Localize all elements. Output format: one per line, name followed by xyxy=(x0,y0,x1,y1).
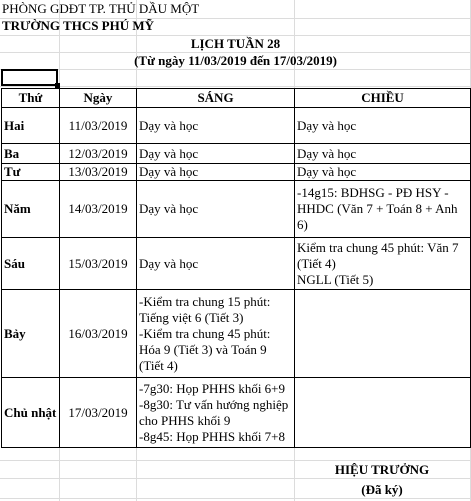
table-header-row xyxy=(2,89,471,108)
table-row xyxy=(2,164,471,181)
signed-note: (Đã ký) xyxy=(361,482,403,497)
day-cell[interactable]: Năm xyxy=(2,181,60,238)
date-cell[interactable]: 14/03/2019 xyxy=(60,181,137,238)
table-row xyxy=(2,290,471,378)
morning-line: Dạy và học xyxy=(139,164,199,179)
morning-cell[interactable] xyxy=(137,181,295,238)
morning-cell[interactable] xyxy=(137,144,295,164)
date-cell[interactable]: 12/03/2019 xyxy=(60,144,137,164)
afternoon-cell[interactable] xyxy=(295,290,471,378)
table-row xyxy=(2,238,471,290)
morning-line: -Kiểm tra chung 15 phút: xyxy=(139,293,271,309)
morning-line: -7g30: Họp PHHS khối 6+9 xyxy=(139,380,286,396)
table-row xyxy=(2,108,471,144)
morning-line: Dạy và học xyxy=(139,117,199,133)
morning-line: -8g45: Họp PHHS khối 7+8 xyxy=(139,428,286,444)
afternoon-cell[interactable] xyxy=(295,108,471,144)
morning-line: cho PHHS khối 9 xyxy=(139,412,231,428)
school-name: TRƯỜNG THCS PHÚ MỸ xyxy=(2,18,155,33)
header-chieu[interactable]: CHIỀU xyxy=(295,89,471,108)
morning-line: Hóa 9 (Tiết 3) và Toán 9 xyxy=(139,341,267,357)
header-ngay[interactable]: Ngày xyxy=(60,89,137,108)
afternoon-cell[interactable] xyxy=(295,181,471,238)
selected-cell[interactable] xyxy=(1,69,58,86)
day-cell[interactable]: Tư xyxy=(2,164,60,181)
date-cell[interactable]: 15/03/2019 xyxy=(60,238,137,290)
afternoon-line: Dạy và học xyxy=(297,145,357,161)
day-cell[interactable]: Chủ nhật xyxy=(2,378,60,448)
schedule-date-range: (Từ ngày 11/03/2019 đến 17/03/2019) xyxy=(134,53,337,68)
principal-title: HIỆU TRƯỞNG xyxy=(334,462,430,477)
date-cell[interactable]: 13/03/2019 xyxy=(60,164,137,181)
morning-line: -8g30: Tư vấn hướng nghiệp xyxy=(139,396,289,412)
morning-cell[interactable] xyxy=(137,238,295,290)
afternoon-cell[interactable] xyxy=(295,238,471,290)
morning-cell[interactable] xyxy=(137,378,295,448)
table-row xyxy=(2,181,471,238)
morning-line: Dạy và học xyxy=(139,255,199,271)
schedule-table xyxy=(1,88,471,448)
date-cell[interactable]: 17/03/2019 xyxy=(60,378,137,448)
afternoon-cell[interactable] xyxy=(295,164,471,181)
morning-line: -Kiểm tra chung 45 phút: xyxy=(139,325,271,341)
afternoon-line: (Tiết 4) xyxy=(297,255,336,271)
table-row xyxy=(2,144,471,164)
afternoon-line: HHDC (Văn 7 + Toán 8 + Anh xyxy=(297,201,458,216)
afternoon-line: -14g15: BDHSG - PĐ HSY - xyxy=(297,185,449,200)
day-cell[interactable]: Bảy xyxy=(2,290,60,378)
header-sang[interactable]: SÁNG xyxy=(137,89,295,108)
morning-cell[interactable] xyxy=(137,290,295,378)
morning-line: Tiếng việt 6 (Tiết 3) xyxy=(139,309,244,325)
morning-line: Dạy và học xyxy=(139,145,199,161)
morning-cell[interactable] xyxy=(137,164,295,181)
date-cell[interactable]: 11/03/2019 xyxy=(60,108,137,144)
afternoon-line: NGLL (Tiết 5) xyxy=(297,271,374,287)
schedule-title: LỊCH TUẦN 28 xyxy=(190,36,281,51)
department-name: PHÒNG GDĐT TP. THỦ DẦU MỘT xyxy=(2,1,200,16)
day-cell[interactable]: Sáu xyxy=(2,238,60,290)
morning-line: Dạy và học xyxy=(139,201,199,216)
afternoon-line: Dạy và học xyxy=(297,117,357,133)
afternoon-line: 6) xyxy=(297,217,308,232)
morning-line: (Tiết 4) xyxy=(139,357,178,373)
morning-cell[interactable] xyxy=(137,108,295,144)
day-cell[interactable]: Ba xyxy=(2,144,60,164)
afternoon-cell[interactable] xyxy=(295,144,471,164)
day-cell[interactable]: Hai xyxy=(2,108,60,144)
afternoon-line: Kiểm tra chung 45 phút: Văn 7 xyxy=(297,239,459,255)
header-thu[interactable]: Thứ xyxy=(2,89,60,108)
afternoon-cell[interactable] xyxy=(295,378,471,448)
afternoon-line: Dạy và học xyxy=(297,164,357,179)
date-cell[interactable]: 16/03/2019 xyxy=(60,290,137,378)
table-row xyxy=(2,378,471,448)
